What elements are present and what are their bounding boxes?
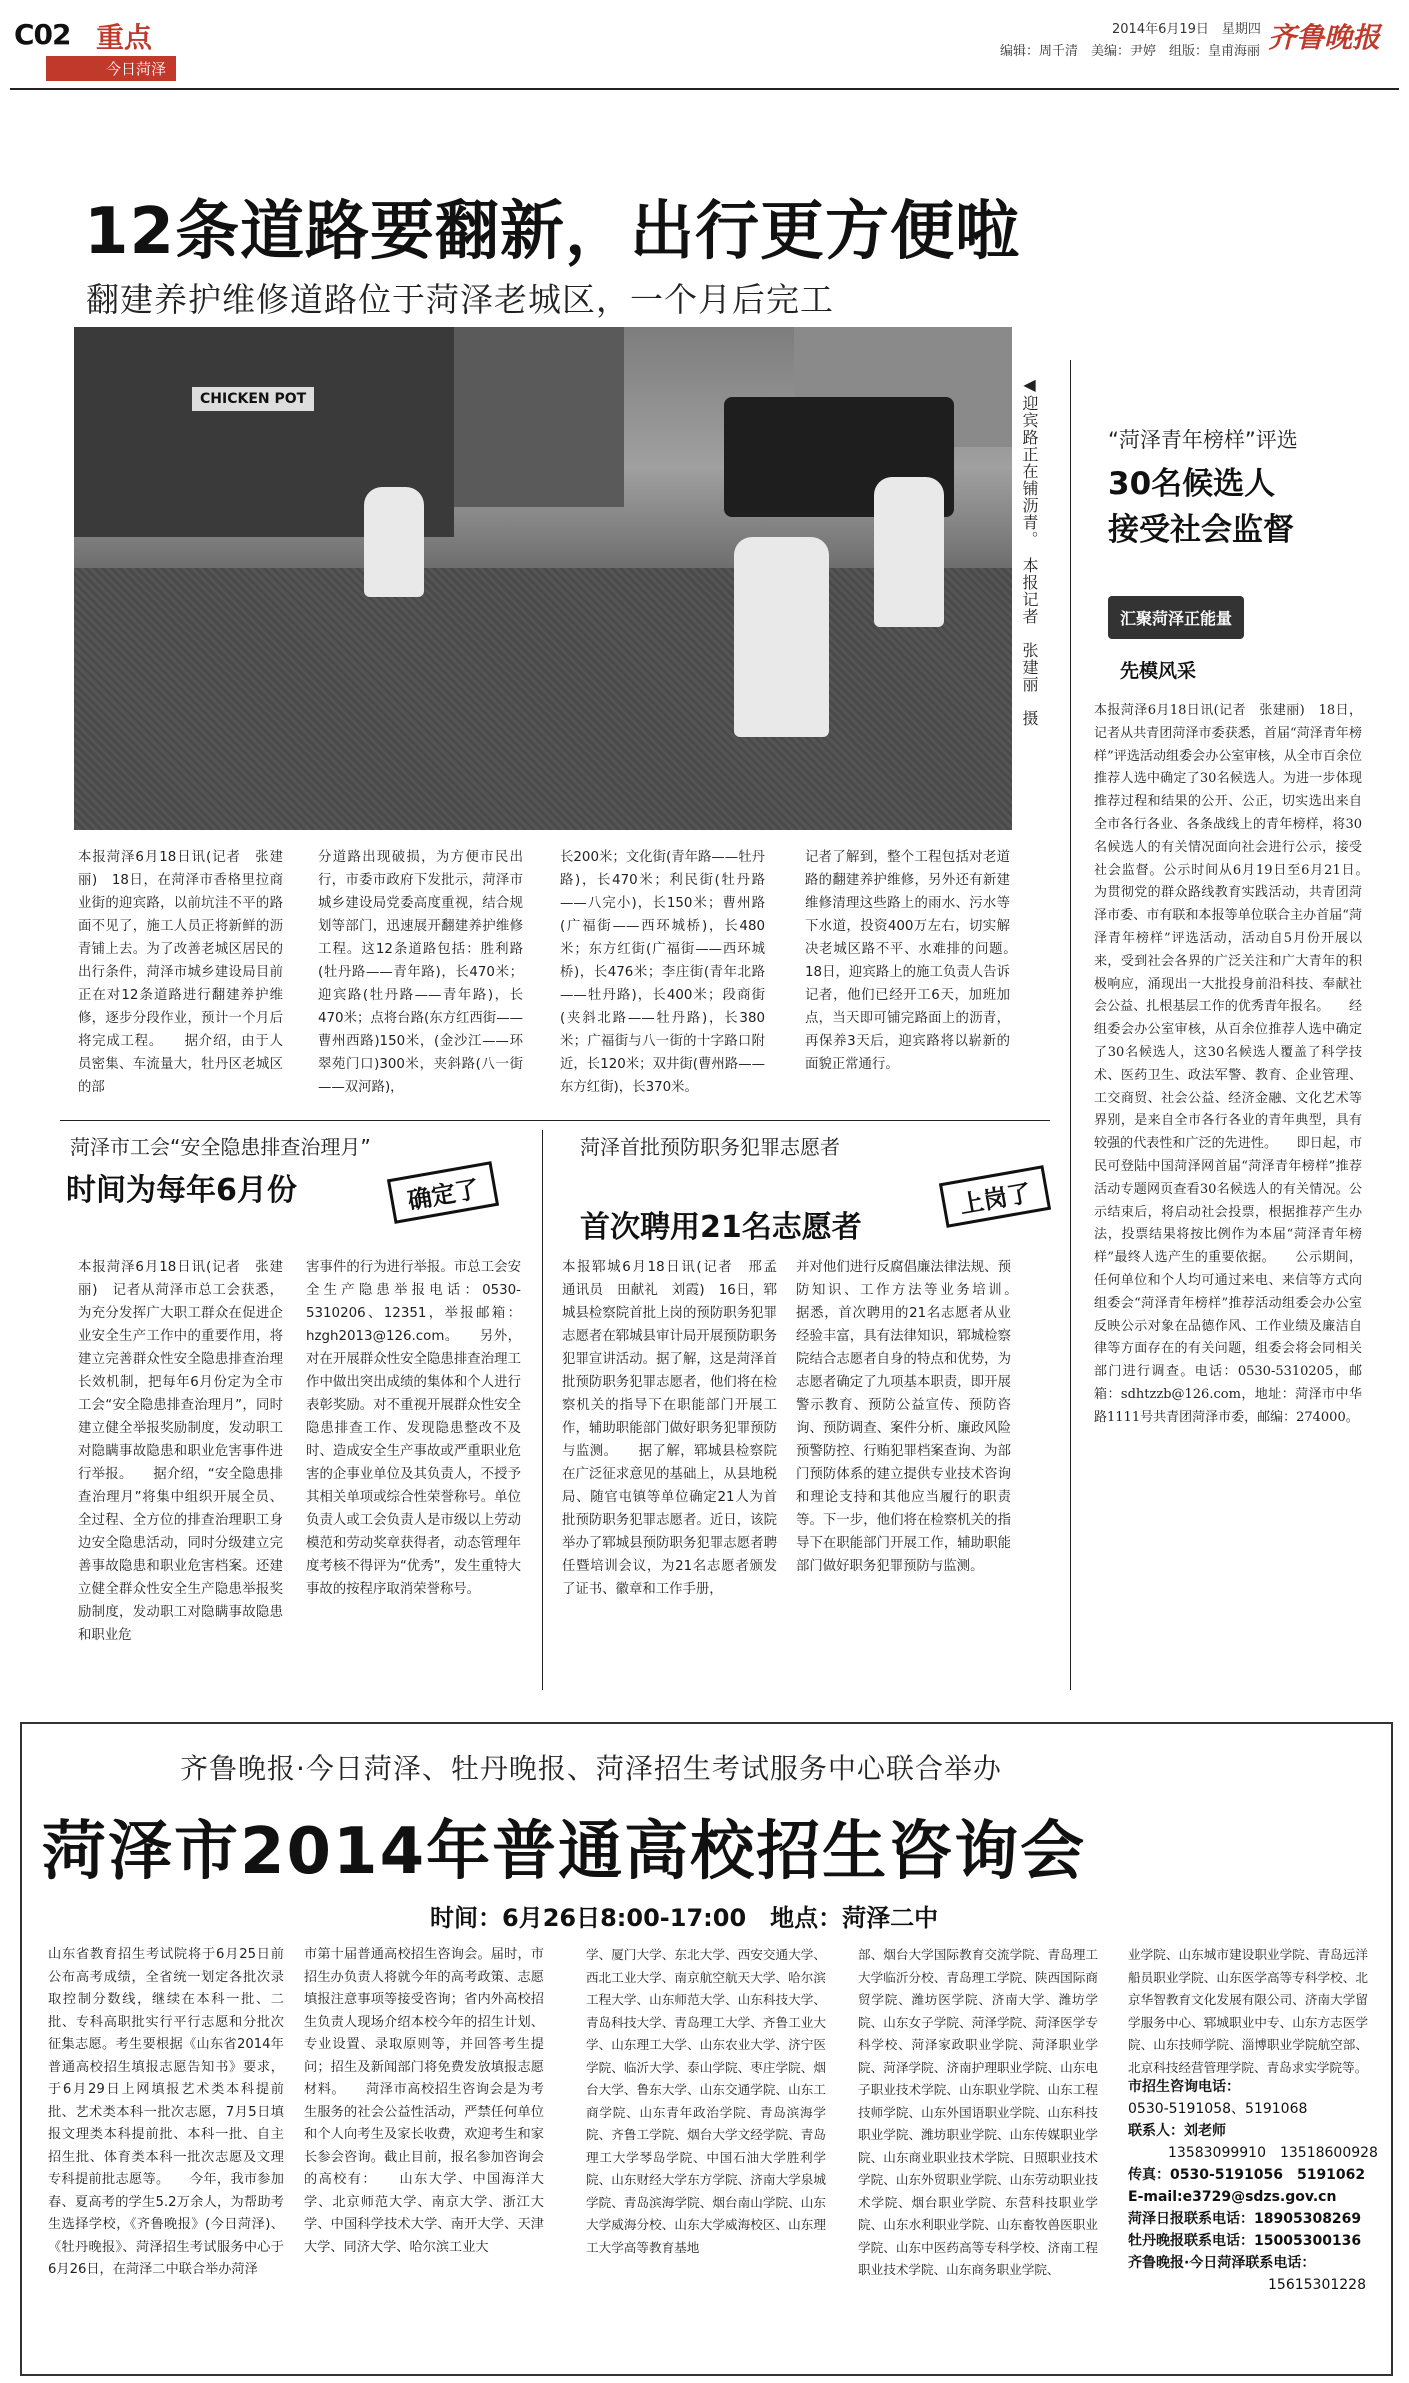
story2-stamp: 确定了 <box>387 1161 499 1224</box>
contact-phones2: 13583099910 13518600928 <box>1168 2145 1378 2161</box>
shop-sign: CHICKEN POT <box>192 387 314 411</box>
story2-headline: 时间为每年6月份 <box>66 1173 297 1208</box>
contact-block <box>1128 2076 1378 2296</box>
event-col-2: 市第十届普通高校招生咨询会。届时，市招生办负责人将就今年的高考政策、志愿填报注意事项等接受咨询；省内外高校招生负责人现场介绍本校今年的招生计划、专业设置、录取原则等，并回答考生提问；招生及新闻部门将免费发放填报志愿材料。 菏泽市高校招生咨询会是为考生服务的社会公益性活动，严禁任何单位和个人向考生及家长收费，欢迎考生和家长参会咨询。截止目前，报名参加咨询会的高校有： 山东大学、中国海洋大学、北京师范大学、南京大学、浙江大学、中国科学技术大学、南开大学、天津大学、同济大学、哈尔滨工业大 <box>304 1947 544 2255</box>
contact-title: 市招生咨询电话： <box>1128 2079 1240 2095</box>
contact-phones1: 0530-5191058、5191068 <box>1128 2101 1308 2117</box>
divider <box>1070 360 1071 1690</box>
worker-figure <box>364 487 424 597</box>
event-headline: 菏泽市2014年普通高校招生咨询会 <box>42 1815 1087 1889</box>
lead-col-2: 分道路出现破损，为方便市民出行，市委市政府下发批示，菏泽市城乡建设局党委高度重视，结合规划等部门，迅速展开翻建养护维修工程。这12条道路包括：胜利路(牡丹路——青年路)，长470米；迎宾路(牡丹路——青年路)，长470米；点将台路(东方红西街——曹州西路)150米，(金沙江——环翠苑门口)300米，夹斜路(八一街——双河路)， <box>318 850 523 1095</box>
lead-photo <box>74 327 1012 830</box>
contact-person: 联系人：刘老师 <box>1128 2123 1226 2139</box>
story3-col-1: 本报郓城6月18日讯(记者 邢孟 通讯员 田献礼 刘霞) 16日，郓城县检察院首批上岗的预防职务犯罪志愿者在郓城县审计局开展预防职务犯罪宣讲活动。据了解，这是菏泽首批预防职务犯罪志愿者，他们将在检察机关的指导下在职能部门开展工作，辅助职能部门做好职务犯罪预防与监测。 据了解，郓城县检察院在广泛征求意见的基础上，从县地税局、随官屯镇等单位确定21人为首批预防职务犯罪志愿者。近日，该院举办了郓城县预防职务犯罪志愿者聘任暨培训会议，为21名志愿者颁发了证书、徽章和工作手册， <box>562 1260 791 1597</box>
worker-figure <box>734 537 829 737</box>
header-rule <box>10 88 1399 90</box>
contact-line3: 齐鲁晚报·今日菏泽联系电话： <box>1128 2255 1316 2271</box>
date-line: 2014年6月19日 星期四 <box>1112 22 1261 37</box>
contact-fax: 传真：0530-5191056 5191062 <box>1128 2167 1366 2183</box>
section-name: 重点 <box>96 21 153 54</box>
event-time: 时间：6月26日8:00-17:00 地点：菏泽二中 <box>430 1904 939 1932</box>
staff-line: 编辑：周千清 美编：尹婷 组版：皇甫海丽 <box>1000 44 1261 59</box>
contact-line3-phone: 15615301228 <box>1268 2277 1366 2293</box>
lead-col-1: 本报菏泽6月18日讯(记者 张建丽) 18日，在菏泽市香格里拉商业街的迎宾路，以前坑洼不平的路面不见了，施工人员正将新鲜的沥青铺上去。为了改善老城区居民的出行条件，菏泽市城乡建设局目前正在对12条道路进行翻建养护维修，逐步分段作业，预计一个月后将完成工程。 据介绍，由于人员密集、车流量大，牡丹区老城区的部 <box>78 850 283 1095</box>
sidebar-badge: 汇聚菏泽正能量 <box>1108 596 1244 639</box>
event-col-5: 业学院、山东城市建设职业学院、青岛远洋船员职业学院、山东医学高等专科学校、北京华智教育文化发展有限公司、济南大学留学服务中心、郓城职业中专、山东方志医学院、山东技师学院、淄博职业学院航空部、北京科技经营管理学院、青岛求实学院等。 <box>1128 1947 1368 2075</box>
brand-logo: 齐鲁晚报 <box>1268 21 1381 54</box>
contact-line1: 菏泽日报联系电话：18905308269 <box>1128 2211 1362 2227</box>
event-col-4: 部、烟台大学国际教育交流学院、青岛理工大学临沂分校、青岛理工学院、陕西国际商贸学院、潍坊医学院、济南大学、潍坊学院、山东女子学院、菏泽学院、菏泽医学专科学校、菏泽家政职业学院、菏泽职业学院、菏泽学院、济南护理职业学院、山东电子职业技术学院、山东职业学院、山东工程技师学院、山东外国语职业学院、山东科技职业学院、潍坊职业学院、山东传媒职业学院、山东商业职业技术学院、日照职业技术学院、山东外贸职业学院、山东劳动职业技术学院、烟台职业学院、东营科技职业学院、山东水利职业学院、山东畜牧兽医职业学院、山东中医药高等专科学校、济南工程职业技术学院、山东商务职业学院、 <box>858 1947 1098 2277</box>
page-code: C02 <box>14 18 71 51</box>
lead-subhead: 翻建养护维修道路位于菏泽老城区，一个月后完工 <box>86 280 834 319</box>
worker-figure <box>874 477 944 627</box>
sidebar-kicker: “菏泽青年榜样”评选 <box>1108 428 1298 452</box>
lead-col-4: 记者了解到，整个工程包括对老道路的翻建养护维修，另外还有新建维修清理这些路上的雨水、污水等下水道，投资400万左右，切实解决老城区路不平、水难排的问题。 18日，迎宾路上的施工负责人告诉记者，他们已经开工6天，加班加点，当天即可铺完路面上的沥青，再保养3天后，迎宾路将以崭新的面貌正常通行。 <box>805 850 1037 1072</box>
story3-col-2: 并对他们进行反腐倡廉法律法规、预防知识、工作方法等业务培训。 据悉，首次聘用的21名志愿者从业经验丰富，具有法律知识，郓城检察院结合志愿者自身的特点和优势，为志愿者确定了九项基本职责，即开展警示教育、预防公益宣传、预防咨询、预防调查、案件分析、廉政风险预警防控、行贿犯罪档案查询、为部门预防体系的建立提供专业技术咨询和理论支持和其他应当履行的职责等。下一步，他们将在检察机关的指导下在职能部门开展工作，辅助职能部门做好职务犯罪预防与监测。 <box>796 1260 1038 1574</box>
sidebar-badge-sub: 先模风采 <box>1120 660 1197 682</box>
contact-line2: 牡丹晚报联系电话：15005300136 <box>1128 2233 1362 2249</box>
lead-headline: 12条道路要翻新，出行更方便啦 <box>84 195 1021 269</box>
event-col-3: 学、厦门大学、东北大学、西安交通大学、西北工业大学、南京航空航天大学、哈尔滨工程大学、山东师范大学、山东科技大学、青岛科技大学、青岛理工大学、齐鲁工业大学、山东理工大学、山东农业大学、济宁医学院、临沂大学、泰山学院、枣庄学院、烟台大学、鲁东大学、山东交通学院、山东工商学院、山东青年政治学院、青岛滨海学院、齐鲁工学院、烟台大学文经学院、青岛理工大学琴岛学院、中国石油大学胜利学院、山东财经大学东方学院、济南大学泉城学院、青岛滨海学院、烟台南山学院、山东大学威海分校、山东大学威海校区、山东理工大学高等教育基地 <box>586 1947 826 2255</box>
divider <box>542 1130 543 1690</box>
story3-headline: 首次聘用21名志愿者 <box>580 1210 862 1245</box>
event-col-1: 山东省教育招生考试院将于6月25日前公布高考成绩，全省统一划定各批次录取控制分数线，继续在本科一批、二批、专科高职批实行平行志愿和分批次征集志愿。考生要根据《山东省2014年普通高校招生填报志愿告知书》要求，于6月29日上网填报艺术类本科提前批、艺术类本科一批次志愿，7月5日填报文理类本科提前批、本科一批、自主招生批、体育类本科一批次志愿及文理专科提前批志愿等。 今年，我市参加春、夏高考的学生5.2万余人，为帮助考生选择学校，《齐鲁晚报》(今日菏泽)、《牡丹晚报》、菏泽招生考试服务中心于6月26日，在菏泽二中联合举办菏泽 <box>48 1947 284 2277</box>
photo-caption: ◀迎宾路正在铺沥青。 本报记者 张建丽 摄 <box>1020 375 1039 727</box>
story3-kicker: 菏泽首批预防职务犯罪志愿者 <box>580 1135 840 1159</box>
sidebar-headline-2: 接受社会监督 <box>1108 512 1294 548</box>
story2-col-2: 害事件的行为进行举报。市总工会安全生产隐患举报电话：0530-5310206、12351，举报邮箱：hzgh2013@126.com。 另外，对在开展群众性安全隐患排查治理工作中做出突出成绩的集体和个人进行表彰奖励。对不重视开展群众性安全隐患排查工作、发现隐患整改不及时、造成安全生产事故或严重职业危害的企事业单位及其负责人，不授予其相关单项或综合性荣誉称号。单位负责人或工会负责人是市级以上劳动模范和劳动奖章获得者，动态管理年度考核不得评为“优秀”，发生重特大事故的按程序取消荣誉称号。 <box>306 1260 521 1597</box>
sidebar-body: 本报菏泽6月18日讯(记者 张建丽) 18日，记者从共青团菏泽市委获悉，首届“菏泽青年榜样”评选活动组委会办公室审核，从全市百余位推荐人选中确定了30名候选人。为进一步体现推荐过程和结果的公开、公正，切实选出来自全市各行各业、各条战线上的青年榜样，将30名候选人的有关情况面向社会进行公示，接受社会监督。公示时间从6月19日至6月21日。 为贯彻党的群众路线教育实践活动，共青团菏泽市委、市有联和本报等单位联合主办首届“菏泽青年榜样”评选活动，活动自5月份开展以来，受到社会各界的广泛关注和广大青年的积极响应，涌现出一大批投身前沿科技、奉献社会公益、扎根基层工作的优秀青年报名。 经组委会办公室审核，从百余位推荐人选中确定了30名候选人，这30名候选人覆盖了科学技术、医药卫生、政法军警、教育、企业管理、工交商贸、社会公益、经济金融、文化艺术等界别，是来自全市各行各业的青年典型，具有较强的代表性和广泛的先进性。 即日起，市民可登陆中国菏泽网首届“菏泽青年榜样”推荐活动专题网页查看30名候选人的有关情况。公示结束后，将启动社会投票，根据推荐产生办法，投票结果将按比例作为本届“菏泽青年榜样”最终人选产生的重要依据。 公示期间，任何单位和个人均可通过来电、来信等方式向组委会“菏泽青年榜样”推荐活动组委会办公室反映公示对象在品德作风、工作业绩及廉洁自律等方面存在的有关问题，组委会将会同相关部门进行调查。电话：0530-5310205，邮箱：sdhtzzb@126.com，地址：菏泽市中华路1111号共青团菏泽市委，邮编：274000。 <box>1094 703 1389 1425</box>
sidebar-headline-1: 30名候选人 <box>1108 466 1276 502</box>
lead-col-3: 长200米；文化街(青年路——牡丹路)，长470米；利民街(牡丹路——八完小)，长150米；曹州路(广福街——西环城桥)，长480米；东方红街(广福街——西环城桥)，长476米；李庄街(青年北路——牡丹路)，长400米；段商街(夹斜北路——牡丹路)，长380米；广福街与八一街的十字路口附近，长120米；双井街(曹州路——东方红街)，长370米。 <box>560 850 765 1095</box>
divider <box>60 1120 1050 1121</box>
event-kicker: 齐鲁晚报·今日菏泽、牡丹晚报、菏泽招生考试服务中心联合举办 <box>180 1752 1002 1785</box>
story2-kicker: 菏泽市工会“安全隐患排查治理月” <box>70 1135 371 1159</box>
story3-stamp: 上岗了 <box>939 1165 1051 1228</box>
contact-email: E-mail:e3729@sdzs.gov.cn <box>1128 2189 1337 2205</box>
subsection-bar: 今日菏泽 <box>46 56 176 81</box>
story2-col-1: 本报菏泽6月18日讯(记者 张建丽) 记者从菏泽市总工会获悉，为充分发挥广大职工群众在促进企业安全生产工作中的重要作用，将建立完善群众性安全隐患排查治理长效机制，把每年6月份定为全市工会“安全隐患排查治理月”，同时建立健全举报奖励制度，发动职工对隐瞒事故隐患和职业危害事件进行举报。 据介绍，“安全隐患排查治理月”将集中组织开展全员、全过程、全方位的排查治理职工身边安全隐患活动，同时分级建立完善事故隐患和职业危害档案。还建立健全群众性安全生产隐患举报奖励制度，发动职工对隐瞒事故隐患和职业危 <box>78 1260 283 1643</box>
